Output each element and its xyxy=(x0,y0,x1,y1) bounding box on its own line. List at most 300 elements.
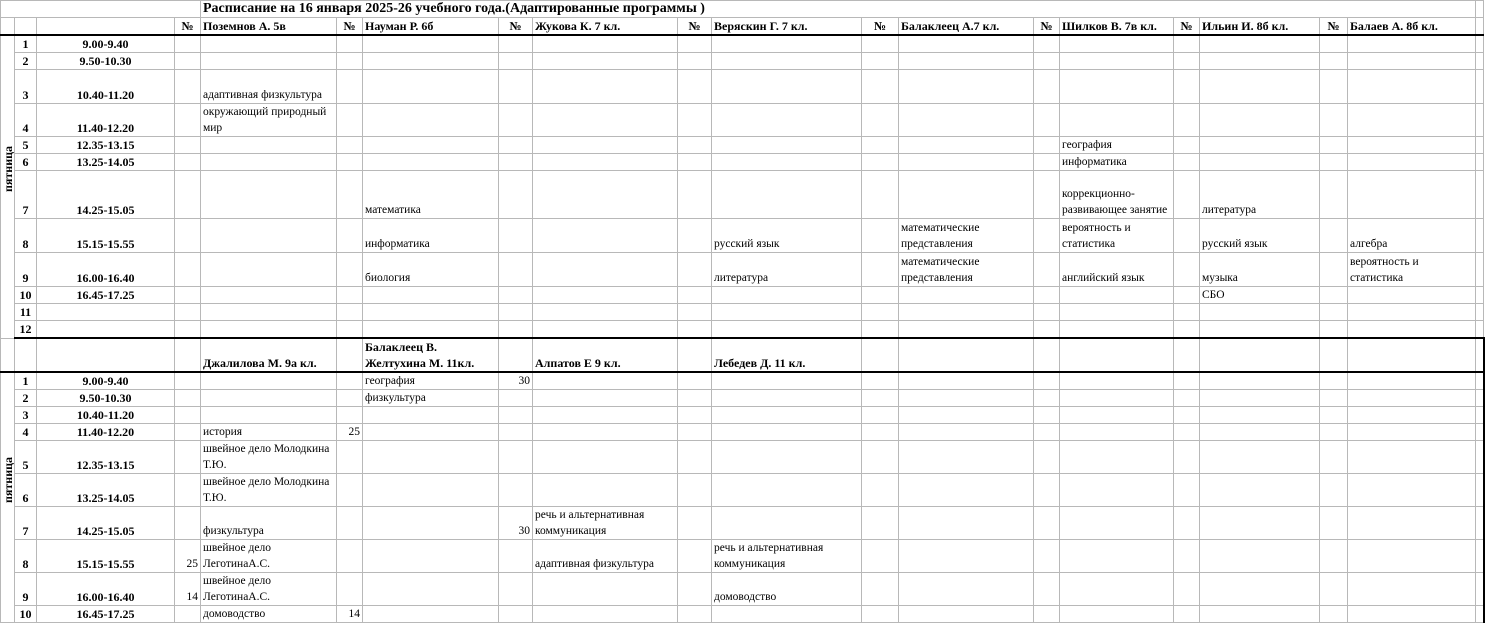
subject-cell xyxy=(1348,137,1476,154)
room-number xyxy=(175,390,201,407)
room-number xyxy=(175,219,201,253)
subject-cell xyxy=(201,154,337,171)
lesson-time xyxy=(37,321,175,339)
room-number xyxy=(1034,70,1060,104)
blank-cell xyxy=(1,18,15,36)
subject-cell xyxy=(533,53,678,70)
no-header: № xyxy=(337,18,363,36)
room-number xyxy=(1034,287,1060,304)
blank-cell xyxy=(1476,219,1484,253)
subject-cell: математика xyxy=(363,171,499,219)
subject-cell xyxy=(1060,474,1174,507)
room-number xyxy=(499,35,533,53)
subject-cell xyxy=(1200,154,1320,171)
subject-cell xyxy=(712,104,862,137)
subject-cell: биология xyxy=(363,253,499,287)
room-number xyxy=(678,540,712,573)
day-label-cell xyxy=(1,35,15,338)
blank-cell xyxy=(1476,35,1484,53)
lesson-time: 10.40-11.20 xyxy=(37,70,175,104)
blank-cell xyxy=(1476,474,1484,507)
room-number xyxy=(1174,424,1200,441)
subject-cell xyxy=(712,474,862,507)
room-number xyxy=(1034,390,1060,407)
subject-cell xyxy=(1348,390,1476,407)
blank-cell xyxy=(1476,321,1484,339)
room-number xyxy=(678,424,712,441)
blank-cell xyxy=(899,338,1034,372)
subject-cell: адаптивная физкультура xyxy=(201,70,337,104)
room-number xyxy=(175,253,201,287)
blank-cell xyxy=(37,18,175,36)
room-number xyxy=(1174,253,1200,287)
subject-cell xyxy=(201,304,337,321)
room-number xyxy=(337,304,363,321)
subject-cell xyxy=(1348,53,1476,70)
lesson-number: 12 xyxy=(15,321,37,339)
blank-cell xyxy=(862,338,899,372)
subject-cell xyxy=(1060,35,1174,53)
room-number xyxy=(175,35,201,53)
subject-cell xyxy=(1060,441,1174,474)
subject-cell xyxy=(899,287,1034,304)
lesson-number: 11 xyxy=(15,304,37,321)
teacher-header: Шилков В. 7в кл. xyxy=(1060,18,1174,36)
room-number xyxy=(1320,35,1348,53)
blank-cell xyxy=(1476,104,1484,137)
subject-cell xyxy=(1200,70,1320,104)
room-number xyxy=(1320,474,1348,507)
room-number xyxy=(1320,171,1348,219)
room-number xyxy=(862,606,899,623)
room-number xyxy=(1320,321,1348,339)
subject-cell xyxy=(363,104,499,137)
room-number xyxy=(862,35,899,53)
room-number xyxy=(337,219,363,253)
subject-cell xyxy=(533,253,678,287)
room-number xyxy=(175,171,201,219)
room-number xyxy=(1034,474,1060,507)
room-number xyxy=(1320,137,1348,154)
room-number xyxy=(1174,35,1200,53)
room-number xyxy=(337,540,363,573)
subject-cell xyxy=(363,474,499,507)
room-number xyxy=(499,104,533,137)
subject-cell xyxy=(1348,171,1476,219)
subject-cell xyxy=(533,372,678,390)
subject-cell xyxy=(533,474,678,507)
subject-cell xyxy=(712,424,862,441)
blank-cell xyxy=(1476,573,1484,606)
subject-cell: вероятность и статистика xyxy=(1060,219,1174,253)
blank-cell xyxy=(1476,18,1484,36)
lesson-time: 9.00-9.40 xyxy=(37,372,175,390)
room-number xyxy=(1174,540,1200,573)
no-header: № xyxy=(678,18,712,36)
subject-cell xyxy=(899,441,1034,474)
lesson-number: 7 xyxy=(15,507,37,540)
subject-cell: коррекционно-развивающее занятие xyxy=(1060,171,1174,219)
subject-cell xyxy=(363,540,499,573)
subject-cell xyxy=(363,137,499,154)
subject-cell xyxy=(712,70,862,104)
room-number xyxy=(1320,441,1348,474)
blank-cell xyxy=(1348,338,1476,372)
subject-cell xyxy=(1200,540,1320,573)
subject-cell: математические представления xyxy=(899,219,1034,253)
subject-cell xyxy=(363,53,499,70)
teacher-header: Лебедев Д. 11 кл. xyxy=(712,338,862,372)
no-header: № xyxy=(1320,18,1348,36)
room-number xyxy=(862,287,899,304)
subject-cell xyxy=(1060,390,1174,407)
room-number xyxy=(1034,507,1060,540)
subject-cell xyxy=(712,407,862,424)
blank-cell xyxy=(1476,441,1484,474)
subject-cell xyxy=(712,321,862,339)
room-number xyxy=(175,104,201,137)
subject-cell xyxy=(1348,372,1476,390)
subject-cell xyxy=(1348,287,1476,304)
subject-cell xyxy=(201,372,337,390)
teacher-header: Алпатов Е 9 кл. xyxy=(533,338,678,372)
lesson-number: 6 xyxy=(15,474,37,507)
subject-cell xyxy=(1200,137,1320,154)
subject-cell xyxy=(899,171,1034,219)
room-number xyxy=(678,474,712,507)
subject-cell xyxy=(201,253,337,287)
room-number xyxy=(337,573,363,606)
subject-cell xyxy=(533,171,678,219)
room-number xyxy=(1320,540,1348,573)
subject-cell: домоводство xyxy=(201,606,337,623)
teacher-header: Жукова К. 7 кл. xyxy=(533,18,678,36)
subject-cell: адаптивная физкультура xyxy=(533,540,678,573)
teacher-header: Балаклеец В. Желтухина М. 11кл. xyxy=(363,338,499,372)
lesson-time: 11.40-12.20 xyxy=(37,424,175,441)
subject-cell xyxy=(201,287,337,304)
room-number xyxy=(862,507,899,540)
subject-cell xyxy=(1060,53,1174,70)
subject-cell: информатика xyxy=(363,219,499,253)
subject-cell xyxy=(1200,407,1320,424)
subject-cell xyxy=(533,606,678,623)
subject-cell xyxy=(533,321,678,339)
subject-cell xyxy=(899,507,1034,540)
subject-cell: история xyxy=(201,424,337,441)
blank-cell xyxy=(337,338,363,372)
lesson-time: 9.50-10.30 xyxy=(37,53,175,70)
room-number xyxy=(337,35,363,53)
subject-cell xyxy=(899,304,1034,321)
room-number xyxy=(862,573,899,606)
room-number xyxy=(1320,53,1348,70)
subject-cell: литература xyxy=(1200,171,1320,219)
room-number xyxy=(499,321,533,339)
subject-cell xyxy=(712,441,862,474)
room-number xyxy=(678,390,712,407)
subject-cell: речь и альтернативная коммуникация xyxy=(533,507,678,540)
room-number xyxy=(678,137,712,154)
blank-cell xyxy=(175,338,201,372)
room-number xyxy=(499,390,533,407)
subject-cell xyxy=(1348,154,1476,171)
subject-cell xyxy=(533,573,678,606)
room-number xyxy=(678,253,712,287)
room-number xyxy=(1320,424,1348,441)
room-number xyxy=(1174,104,1200,137)
lesson-number: 9 xyxy=(15,253,37,287)
room-number xyxy=(862,424,899,441)
no-header: № xyxy=(862,18,899,36)
lesson-time: 15.15-15.55 xyxy=(37,219,175,253)
subject-cell xyxy=(1060,540,1174,573)
subject-cell xyxy=(899,35,1034,53)
lesson-time: 9.50-10.30 xyxy=(37,390,175,407)
subject-cell xyxy=(533,137,678,154)
room-number xyxy=(862,304,899,321)
room-number xyxy=(499,287,533,304)
blank-cell xyxy=(1476,304,1484,321)
subject-cell xyxy=(201,390,337,407)
subject-cell: швейное дело Молодкина Т.Ю. xyxy=(201,474,337,507)
room-number xyxy=(1174,606,1200,623)
room-number xyxy=(175,137,201,154)
blank-cell xyxy=(37,338,175,372)
subject-cell xyxy=(712,154,862,171)
blank-cell xyxy=(1476,390,1484,407)
subject-cell xyxy=(1200,424,1320,441)
subject-cell xyxy=(899,321,1034,339)
room-number xyxy=(678,606,712,623)
room-number xyxy=(1034,372,1060,390)
room-number xyxy=(337,407,363,424)
subject-cell xyxy=(1060,573,1174,606)
no-header: № xyxy=(1034,18,1060,36)
subject-cell xyxy=(1060,372,1174,390)
room-number xyxy=(499,171,533,219)
subject-cell xyxy=(1348,441,1476,474)
subject-cell: окружающий природный мир xyxy=(201,104,337,137)
day-label-cell xyxy=(1,372,15,623)
subject-cell xyxy=(1060,70,1174,104)
subject-cell xyxy=(363,407,499,424)
room-number xyxy=(1034,104,1060,137)
blank-cell xyxy=(1476,70,1484,104)
lesson-number: 10 xyxy=(15,287,37,304)
blank-cell xyxy=(1476,507,1484,540)
lesson-number: 6 xyxy=(15,154,37,171)
no-header: № xyxy=(175,18,201,36)
subject-cell xyxy=(1200,104,1320,137)
room-number xyxy=(862,253,899,287)
subject-cell xyxy=(533,35,678,53)
subject-cell xyxy=(1200,304,1320,321)
room-number: 30 xyxy=(499,372,533,390)
room-number xyxy=(678,321,712,339)
subject-cell xyxy=(1200,606,1320,623)
room-number xyxy=(175,407,201,424)
subject-cell xyxy=(1348,573,1476,606)
room-number xyxy=(678,171,712,219)
subject-cell: география xyxy=(1060,137,1174,154)
room-number xyxy=(1174,70,1200,104)
room-number xyxy=(678,35,712,53)
blank-cell xyxy=(678,338,712,372)
blank-cell xyxy=(15,18,37,36)
subject-cell xyxy=(1060,424,1174,441)
room-number xyxy=(678,304,712,321)
blank-cell xyxy=(1476,171,1484,219)
room-number xyxy=(1174,441,1200,474)
subject-cell xyxy=(899,606,1034,623)
blank-cell xyxy=(1476,424,1484,441)
room-number xyxy=(1320,70,1348,104)
room-number xyxy=(1320,573,1348,606)
subject-cell xyxy=(899,104,1034,137)
subject-cell: английский язык xyxy=(1060,253,1174,287)
subject-cell xyxy=(533,390,678,407)
subject-cell xyxy=(712,53,862,70)
subject-cell xyxy=(533,304,678,321)
room-number xyxy=(337,507,363,540)
subject-cell xyxy=(533,154,678,171)
subject-cell xyxy=(363,606,499,623)
subject-cell: речь и альтернативная коммуникация xyxy=(712,540,862,573)
room-number xyxy=(862,137,899,154)
subject-cell xyxy=(1060,321,1174,339)
room-number xyxy=(1034,35,1060,53)
room-number xyxy=(499,407,533,424)
room-number xyxy=(1174,287,1200,304)
room-number xyxy=(337,253,363,287)
subject-cell xyxy=(899,407,1034,424)
room-number xyxy=(499,154,533,171)
teacher-header: Балаев А. 8б кл. xyxy=(1348,18,1476,36)
lesson-number: 1 xyxy=(15,372,37,390)
subject-cell xyxy=(899,424,1034,441)
room-number xyxy=(1174,372,1200,390)
subject-cell xyxy=(363,573,499,606)
room-number xyxy=(337,441,363,474)
subject-cell xyxy=(201,35,337,53)
room-number xyxy=(499,606,533,623)
subject-cell xyxy=(899,154,1034,171)
room-number xyxy=(175,441,201,474)
room-number xyxy=(337,321,363,339)
room-number: 14 xyxy=(337,606,363,623)
room-number xyxy=(499,53,533,70)
room-number xyxy=(175,70,201,104)
room-number xyxy=(1034,407,1060,424)
lesson-time: 13.25-14.05 xyxy=(37,474,175,507)
blank-cell xyxy=(499,338,533,372)
room-number xyxy=(337,372,363,390)
lesson-number: 5 xyxy=(15,137,37,154)
subject-cell xyxy=(201,53,337,70)
subject-cell xyxy=(363,70,499,104)
room-number xyxy=(1034,321,1060,339)
lesson-number: 3 xyxy=(15,70,37,104)
subject-cell xyxy=(712,390,862,407)
room-number xyxy=(337,154,363,171)
room-number xyxy=(862,53,899,70)
room-number xyxy=(862,154,899,171)
subject-cell xyxy=(899,137,1034,154)
room-number: 25 xyxy=(337,424,363,441)
teacher-header: Ильин И. 8б кл. xyxy=(1200,18,1320,36)
lesson-number: 1 xyxy=(15,35,37,53)
blank-cell xyxy=(1,338,15,372)
teacher-header: Балаклеец А.7 кл. xyxy=(899,18,1034,36)
blank-cell xyxy=(1,1,201,18)
room-number xyxy=(678,53,712,70)
subject-cell xyxy=(1348,407,1476,424)
room-number xyxy=(1174,390,1200,407)
room-number xyxy=(1320,507,1348,540)
room-number xyxy=(678,573,712,606)
room-number xyxy=(175,424,201,441)
subject-cell xyxy=(533,407,678,424)
room-number xyxy=(1320,372,1348,390)
lesson-time: 16.45-17.25 xyxy=(37,287,175,304)
subject-cell xyxy=(533,219,678,253)
room-number xyxy=(1174,219,1200,253)
room-number xyxy=(499,474,533,507)
blank-cell xyxy=(1476,287,1484,304)
subject-cell xyxy=(363,35,499,53)
blank-cell xyxy=(15,338,37,372)
subject-cell: русский язык xyxy=(712,219,862,253)
lesson-number: 10 xyxy=(15,606,37,623)
room-number xyxy=(1320,407,1348,424)
lesson-number: 8 xyxy=(15,219,37,253)
room-number xyxy=(1174,573,1200,606)
room-number xyxy=(1174,137,1200,154)
teacher-header: Веряскин Г. 7 кл. xyxy=(712,18,862,36)
subject-cell xyxy=(712,304,862,321)
room-number xyxy=(862,407,899,424)
room-number xyxy=(862,540,899,573)
room-number xyxy=(1034,573,1060,606)
room-number xyxy=(678,372,712,390)
subject-cell xyxy=(1200,35,1320,53)
room-number xyxy=(862,441,899,474)
room-number xyxy=(1320,104,1348,137)
room-number xyxy=(1174,53,1200,70)
subject-cell xyxy=(1200,474,1320,507)
room-number xyxy=(175,154,201,171)
room-number xyxy=(1320,253,1348,287)
subject-cell xyxy=(899,372,1034,390)
room-number xyxy=(175,372,201,390)
blank-cell xyxy=(1060,338,1174,372)
teacher-header: Науман Р. 6б xyxy=(363,18,499,36)
room-number xyxy=(862,171,899,219)
room-number: 14 xyxy=(175,573,201,606)
lesson-time: 10.40-11.20 xyxy=(37,407,175,424)
lesson-number: 2 xyxy=(15,53,37,70)
room-number xyxy=(1034,304,1060,321)
room-number xyxy=(499,441,533,474)
room-number xyxy=(337,104,363,137)
lesson-number: 4 xyxy=(15,104,37,137)
blank-cell xyxy=(1174,338,1200,372)
room-number: 25 xyxy=(175,540,201,573)
lesson-time: 12.35-13.15 xyxy=(37,441,175,474)
room-number xyxy=(499,137,533,154)
subject-cell xyxy=(201,137,337,154)
